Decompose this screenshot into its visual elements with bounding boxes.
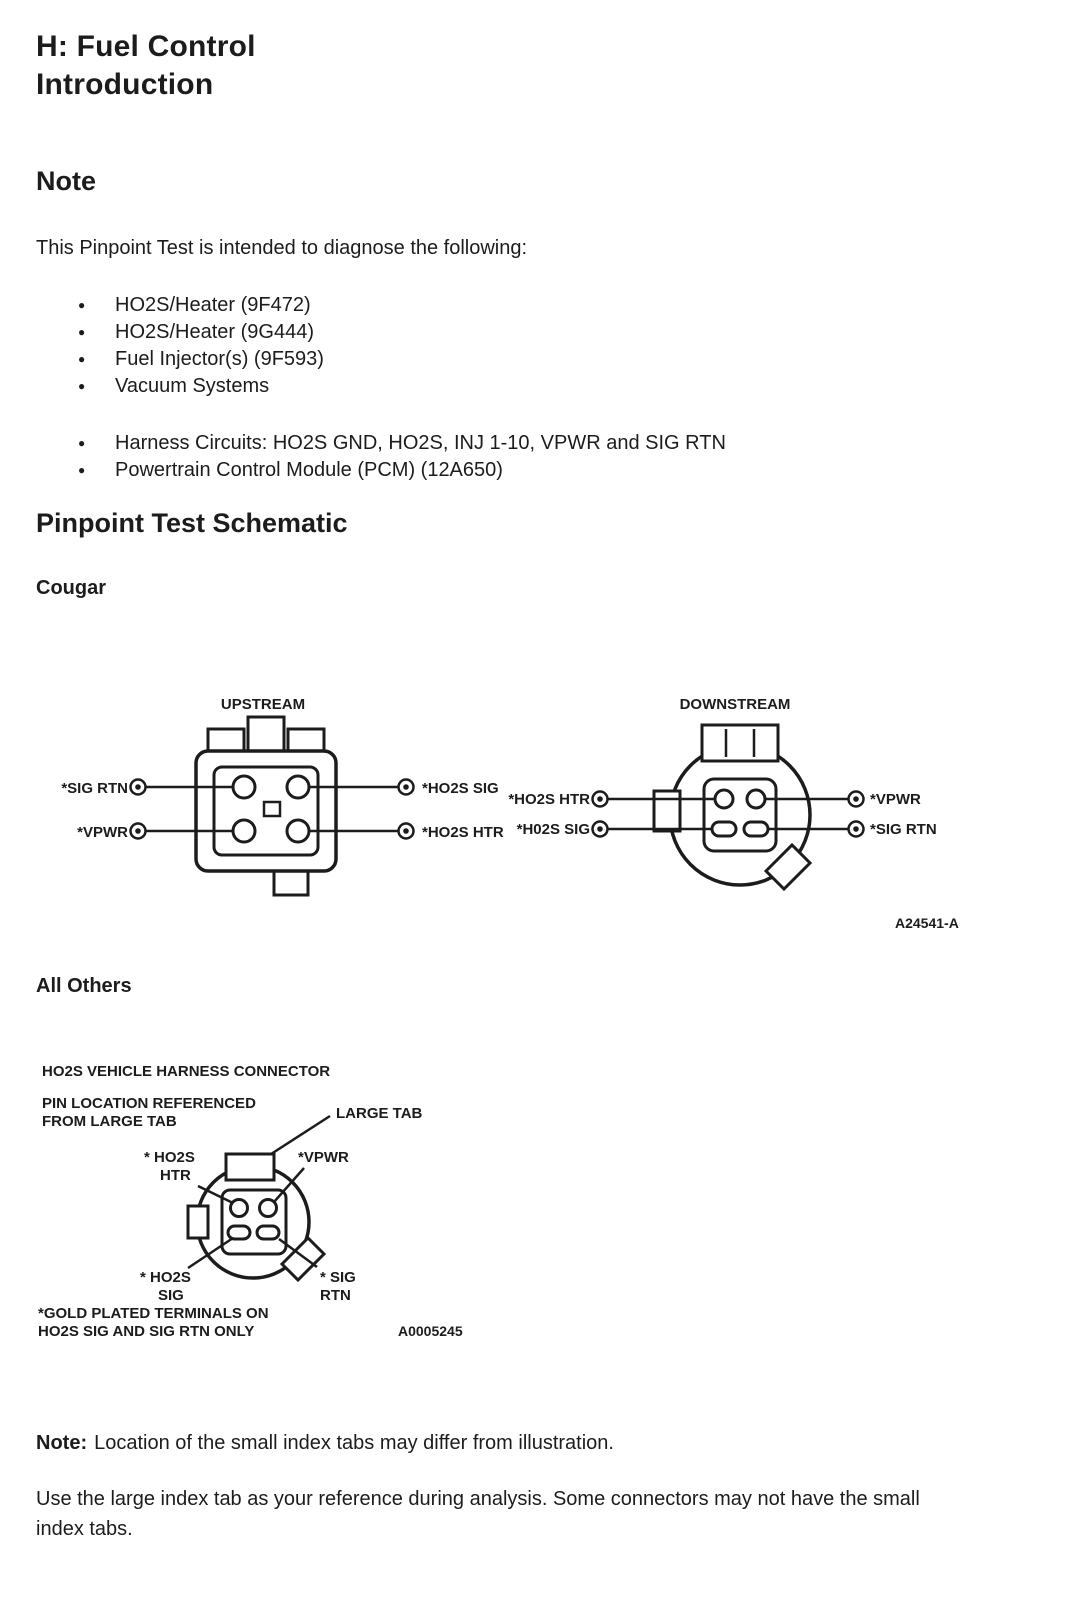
bullet-icon: ● bbox=[78, 379, 86, 393]
diagnose-list-primary bbox=[78, 292, 324, 400]
pin-label-ho2s-htr-line1: * HO2S bbox=[144, 1149, 195, 1166]
list-item bbox=[78, 319, 324, 346]
pin-label-ho2s-sig-line1: * HO2S bbox=[140, 1269, 191, 1286]
page-title bbox=[36, 28, 256, 103]
figure-code: A0005245 bbox=[398, 1323, 463, 1339]
all-others-schematic-figure bbox=[36, 1056, 556, 1356]
pin-label-vpwr: *VPWR bbox=[870, 791, 921, 808]
terminal-dot-icon bbox=[135, 828, 141, 834]
bottom-note-text: Location of the small index tabs may differ from illustration. bbox=[94, 1432, 614, 1454]
terminal-dot-icon bbox=[135, 784, 141, 790]
pin-label-ho2s-htr: *HO2S HTR bbox=[422, 824, 504, 841]
pin-label-ho2s-htr-line2: HTR bbox=[160, 1167, 191, 1184]
large-tab-label: LARGE TAB bbox=[336, 1105, 423, 1122]
connector-inner-housing bbox=[704, 779, 776, 851]
pin-label-sig-rtn-line1: * SIG bbox=[320, 1269, 356, 1286]
list-item bbox=[78, 346, 324, 373]
pin bbox=[287, 776, 309, 798]
harness-connector-title: HO2S VEHICLE HARNESS CONNECTOR bbox=[42, 1063, 331, 1080]
page-title-line2: Introduction bbox=[36, 67, 214, 101]
section-label-cougar: Cougar bbox=[36, 577, 106, 599]
list-item-label: Fuel Injector(s) (9F593) bbox=[115, 348, 324, 370]
bullet-icon: ● bbox=[78, 298, 86, 312]
diagnose-list-secondary bbox=[78, 430, 726, 484]
terminal-dot-icon bbox=[853, 826, 859, 832]
pin-location-note-line2: FROM LARGE TAB bbox=[42, 1113, 177, 1130]
footer-paragraph: Use the large index tab as your reference during analysis. Some connectors may not have the small index tabs. bbox=[36, 1488, 920, 1540]
bottom-note-label: Note: bbox=[36, 1432, 88, 1454]
pin bbox=[257, 1226, 279, 1239]
connector-keyway bbox=[264, 802, 280, 816]
terminal-dot-icon bbox=[853, 796, 859, 802]
list-item-label: HO2S/Heater (9F472) bbox=[115, 294, 311, 316]
list-item-label: Powertrain Control Module (PCM) (12A650) bbox=[115, 459, 503, 481]
list-item bbox=[78, 373, 324, 400]
pin bbox=[747, 790, 765, 808]
section-label-all-others: All Others bbox=[36, 975, 132, 997]
bullet-icon: ● bbox=[78, 352, 86, 366]
note-heading: Note bbox=[36, 166, 96, 196]
pin bbox=[233, 820, 255, 842]
upstream-title-label: UPSTREAM bbox=[220, 696, 306, 713]
upstream-connector bbox=[61, 696, 504, 895]
connector-side-tab bbox=[654, 791, 680, 831]
downstream-title-label: DOWNSTREAM bbox=[679, 696, 791, 713]
gold-plated-note-line2: HO2S SIG AND SIG RTN ONLY bbox=[38, 1323, 255, 1340]
connector-large-tab bbox=[226, 1154, 274, 1180]
terminal-dot-icon bbox=[403, 828, 409, 834]
pin bbox=[287, 820, 309, 842]
downstream-connector bbox=[508, 696, 936, 889]
pin bbox=[712, 822, 736, 836]
terminal-dot-icon bbox=[597, 826, 603, 832]
pin bbox=[744, 822, 768, 836]
list-item bbox=[78, 292, 324, 319]
list-item-label: HO2S/Heater (9G444) bbox=[115, 321, 314, 343]
pin bbox=[715, 790, 733, 808]
gold-plated-note-line1: *GOLD PLATED TERMINALS ON bbox=[38, 1305, 269, 1322]
pin-location-note-line1: PIN LOCATION REFERENCED bbox=[42, 1095, 256, 1112]
pin bbox=[228, 1226, 250, 1239]
pin-label-ho2s-sig-line2: SIG bbox=[158, 1287, 184, 1304]
pin-label-sig-rtn: *SIG RTN bbox=[870, 821, 937, 838]
intro-paragraph: This Pinpoint Test is intended to diagnose the following: bbox=[36, 237, 528, 259]
list-item bbox=[78, 457, 726, 484]
connector-side-tab bbox=[188, 1206, 208, 1238]
pin-label-ho2s-htr: *HO2S HTR bbox=[508, 791, 590, 808]
list-item-label: Harness Circuits: HO2S GND, HO2S, INJ 1-10, VPWR and SIG RTN bbox=[115, 432, 726, 454]
bullet-icon: ● bbox=[78, 325, 86, 339]
figure-code: A24541-A bbox=[895, 915, 959, 931]
pin bbox=[233, 776, 255, 798]
pin bbox=[260, 1200, 277, 1217]
pin-label-ho2s-sig: *H02S SIG bbox=[516, 821, 590, 838]
terminal-dot-icon bbox=[597, 796, 603, 802]
cougar-schematic-figure bbox=[40, 683, 1045, 948]
bottom-note bbox=[36, 1432, 614, 1455]
pin-label-sig-rtn: *SIG RTN bbox=[61, 780, 128, 797]
pin-label-vpwr: *VPWR bbox=[77, 824, 128, 841]
page-title-line1: H: Fuel Control bbox=[36, 30, 256, 63]
terminal-dot-icon bbox=[403, 784, 409, 790]
schematic-heading: Pinpoint Test Schematic bbox=[36, 508, 348, 538]
pin-label-sig-rtn-line2: RTN bbox=[320, 1287, 351, 1304]
bullet-icon: ● bbox=[78, 436, 86, 450]
list-item-label: Vacuum Systems bbox=[115, 375, 270, 397]
connector-top-tab bbox=[702, 725, 778, 761]
list-item bbox=[78, 430, 726, 457]
pin-label-ho2s-sig: *HO2S SIG bbox=[422, 780, 499, 797]
pin-label-vpwr: *VPWR bbox=[298, 1149, 349, 1166]
bullet-icon: ● bbox=[78, 463, 86, 477]
harness-connector bbox=[188, 1154, 324, 1280]
